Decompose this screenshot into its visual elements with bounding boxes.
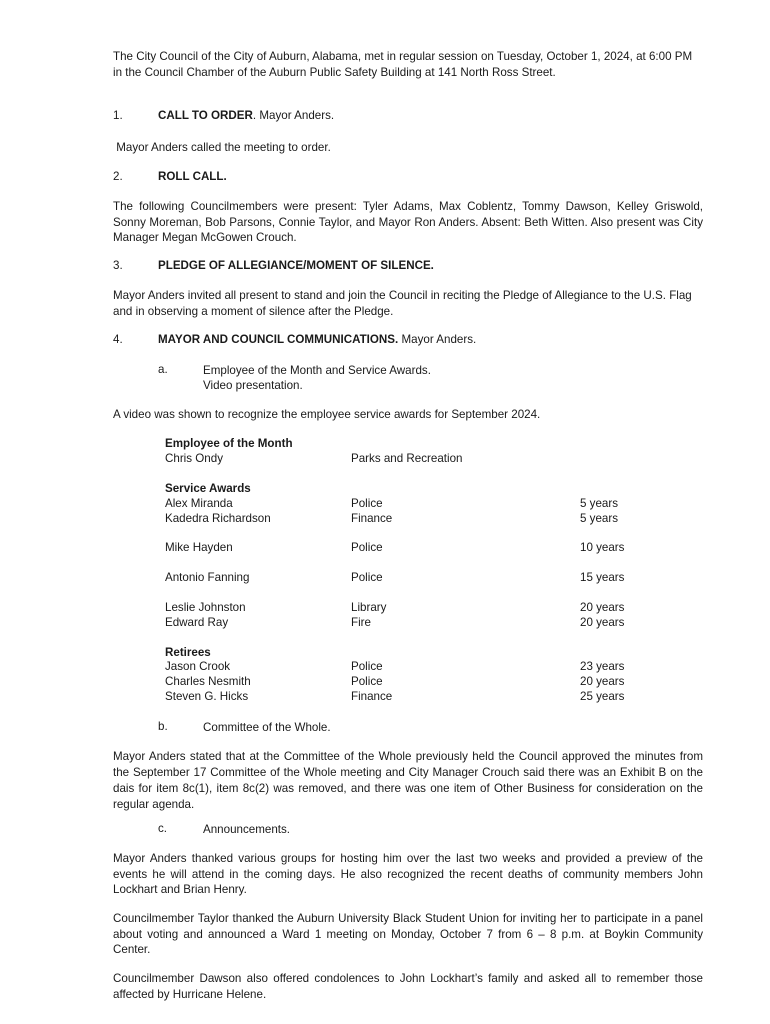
sub-a-text — [203, 363, 431, 393]
announcement-paragraph: Councilmember Dawson also offered condolences to John Lockhart’s family and asked all to remember those affected by Hurricane Helene. — [113, 972, 703, 1001]
item-3-heading: PLEDGE OF ALLEGIANCE/MOMENT OF SILENCE. — [158, 259, 434, 272]
sub-a-line2: Video presentation. — [203, 379, 303, 392]
video-paragraph: A video was shown to recognize the employee service awards for September 2024. — [113, 408, 541, 421]
cow-paragraph: Mayor Anders stated that at the Committee of the Whole previously held the Council approved the minutes from the September 17 Committee of the Whole meeting and City Manager Crouch said there was an Exhibit B on the dais for item 8c(1), item 8c(2) was removed, and there was one item of Other Business for consideration on the regular agenda. — [113, 750, 703, 811]
sub-c-text: Announcements. — [203, 823, 291, 836]
item-1-number: 1. — [113, 109, 123, 122]
item-3-number: 3. — [113, 259, 123, 272]
retiree-dept: Finance — [351, 690, 393, 703]
item-4-heading-suffix: Mayor Anders. — [398, 333, 477, 346]
service-dept: Finance — [351, 512, 393, 525]
service-dept: Police — [351, 497, 383, 510]
item-1-heading — [158, 109, 334, 122]
service-years: 10 years — [580, 541, 625, 554]
service-dept: Fire — [351, 616, 371, 629]
service-dept: Police — [351, 541, 383, 554]
service-name: Kadedra Richardson — [165, 512, 271, 525]
sub-a-letter: a. — [158, 363, 168, 376]
service-years: 20 years — [580, 616, 625, 629]
item-4-heading-bold: MAYOR AND COUNCIL COMMUNICATIONS. — [158, 333, 399, 346]
sub-b-letter: b. — [158, 720, 168, 733]
item-4-heading — [158, 333, 476, 346]
item-2-body: The following Councilmembers were present: Tyler Adams, Max Coblentz, Tommy Dawson, Kelley Griswold, Sonny Moreman, Bob Parsons, Connie Taylor, and Mayor Ron Anders. Absent: Beth Witten. Also present was City Manager Megan McGowen Crouch. — [113, 200, 703, 244]
retiree-name: Charles Nesmith — [165, 675, 251, 688]
intro-paragraph: The City Council of the City of Auburn, Alabama, met in regular session on Tuesday, October 1, 2024, at 6:00 PM in the Council Chamber of the Auburn Public Safety Building at 141 North Ross Street. — [113, 50, 693, 79]
eom-heading: Employee of the Month — [165, 437, 293, 450]
sub-a-line1: Employee of the Month and Service Awards. — [203, 364, 431, 377]
announcement-paragraph: Mayor Anders thanked various groups for hosting him over the last two weeks and provided a preview of the events he will attend in the coming days. He also recognized the recent deaths of community members John Lockhart and Brian Henry. — [113, 852, 703, 896]
retiree-name: Jason Crook — [165, 660, 231, 673]
sub-b-text: Committee of the Whole. — [203, 721, 331, 734]
retiree-years: 23 years — [580, 660, 625, 673]
service-heading: Service Awards — [165, 482, 251, 495]
announcement-paragraph: Councilmember Taylor thanked the Auburn University Black Student Union for inviting her to participate in a panel about voting and announced a Ward 1 meeting on Monday, October 7 from 6 – 8 p.m. at Boykin Community Center. — [113, 912, 703, 956]
retiree-dept: Police — [351, 675, 383, 688]
item-3-body: Mayor Anders invited all present to stand and join the Council in reciting the Pledge of Allegiance to the U.S. Flag and in observing a moment of silence after the Pledge. — [113, 289, 692, 318]
service-years: 15 years — [580, 571, 625, 584]
retirees-heading: Retirees — [165, 646, 211, 659]
service-name: Alex Miranda — [165, 497, 233, 510]
retiree-dept: Police — [351, 660, 383, 673]
service-name: Leslie Johnston — [165, 601, 246, 614]
service-years: 20 years — [580, 601, 625, 614]
service-dept: Library — [351, 601, 387, 614]
retiree-years: 25 years — [580, 690, 625, 703]
item-2-number: 2. — [113, 170, 123, 183]
item-4-number: 4. — [113, 333, 123, 346]
eom-dept: Parks and Recreation — [351, 452, 463, 465]
service-years: 5 years — [580, 512, 619, 525]
item-2-heading: ROLL CALL. — [158, 170, 227, 183]
retiree-name: Steven G. Hicks — [165, 690, 249, 703]
service-years: 5 years — [580, 497, 619, 510]
item-1-body: Mayor Anders called the meeting to order. — [113, 141, 331, 154]
item-1-heading-suffix: . Mayor Anders. — [252, 109, 335, 122]
item-1-heading-bold: CALL TO ORDER — [158, 109, 253, 122]
service-name: Antonio Fanning — [165, 571, 250, 584]
sub-c-letter: c. — [158, 822, 168, 835]
eom-name: Chris Ondy — [165, 452, 223, 465]
service-name: Edward Ray — [165, 616, 229, 629]
service-dept: Police — [351, 571, 383, 584]
service-name: Mike Hayden — [165, 541, 233, 554]
retiree-years: 20 years — [580, 675, 625, 688]
